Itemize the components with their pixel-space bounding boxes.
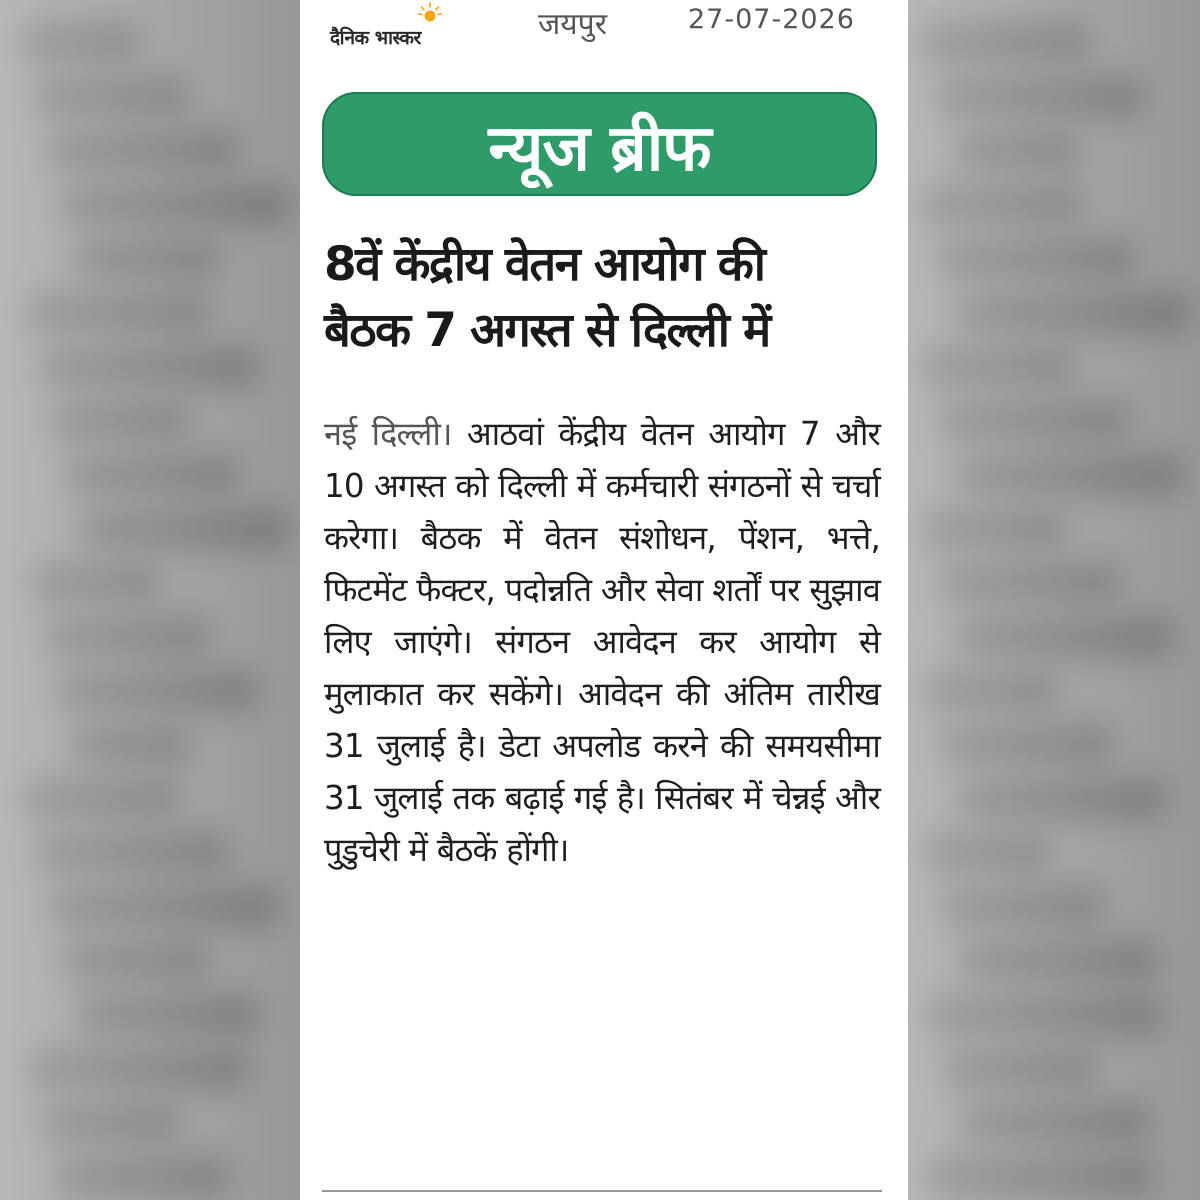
edition-city: जयपुर [538, 7, 607, 42]
article-body-text: आठवां केंद्रीय वेतन आयोग 7 और 10 अगस्त को दिल्ली में कर्मचारी संगठनों से चर्चा करेगा। बैठक में वेतन संशोधन, पेंशन, भत्ते, फिटमेंट फैक्टर, पदोन्नति और सेवा शर्तों पर सुझाव लिए जाएंगे। संगठन आवेदन कर आयोग से मुलाकात कर सकेंगे। आवेदन की अंतिम तारीख 31 जुलाई है। डेटा अपलोड करने की समयसीमा 31 जुलाई तक बढ़ाई गई है। सितंबर में चेन्नई और पुडुचेरी में बैठकें होंगी। [324, 415, 881, 869]
headline-line-2: बैठक 7 अगस्त से दिल्ली में [324, 303, 770, 358]
headline-line-1: 8वें केंद्रीय वेतन आयोग की [324, 237, 765, 292]
news-clipping [300, 0, 908, 1200]
blurred-background-left [0, 0, 300, 1200]
article-body [324, 408, 880, 876]
masthead [300, 0, 908, 50]
section-banner-label: न्यूज ब्रीफ [488, 112, 711, 186]
logo-text: दैनिक भास्कर [330, 27, 421, 49]
section-banner [322, 92, 877, 196]
newspaper-logo [330, 2, 500, 48]
bottom-divider [322, 1190, 882, 1192]
article-headline [324, 232, 890, 364]
article-dateline: नई दिल्ली। [324, 415, 452, 453]
sun-logo-icon [418, 2, 442, 26]
blurred-background-right [908, 0, 1200, 1200]
edition-date: 27-07-2026 [688, 4, 855, 35]
